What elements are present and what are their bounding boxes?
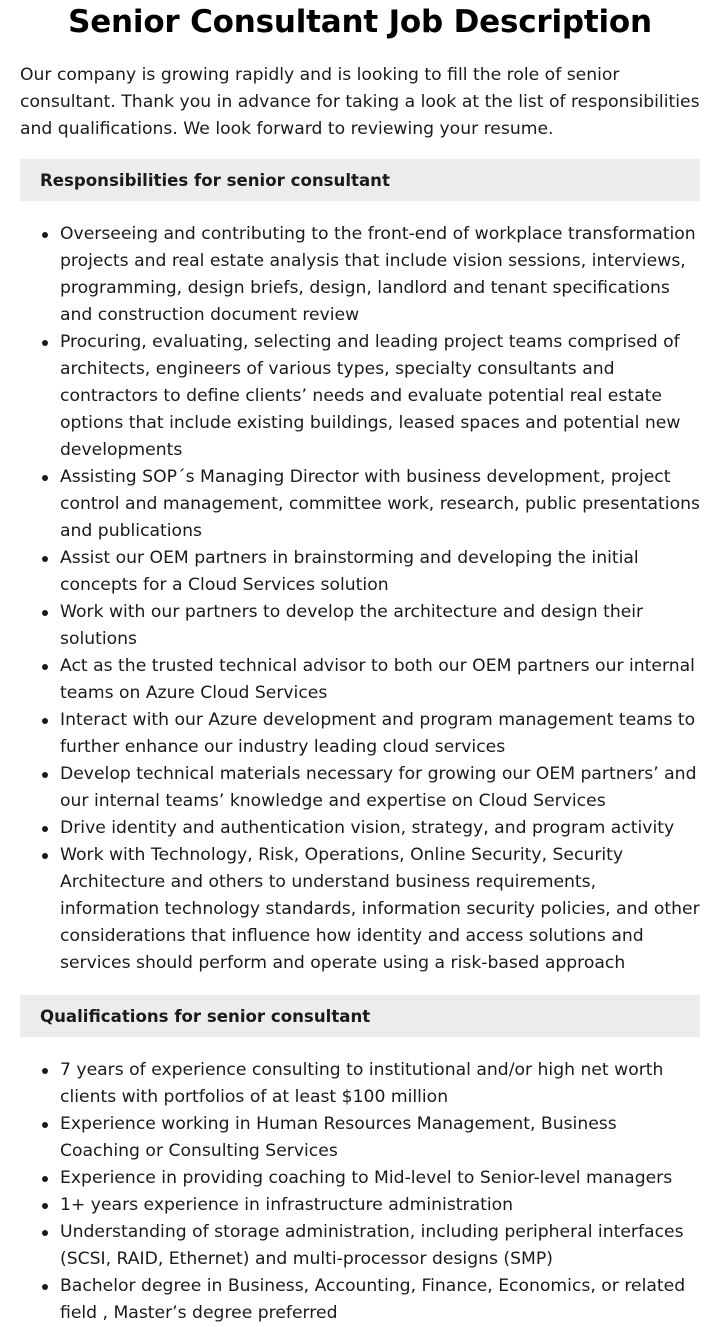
list-item: Assisting SOP´s Managing Director with business development, project control and management, committee work, research, public presentations and publications (20, 464, 700, 545)
bullet-icon (42, 610, 48, 616)
qualifications-heading: Qualifications for senior consultant (20, 995, 700, 1037)
bullet-icon (42, 1068, 48, 1074)
list-item: Drive identity and authentication vision, strategy, and program activity (20, 815, 700, 842)
bullet-icon (42, 556, 48, 562)
list-item: Develop technical materials necessary for growing our OEM partners’ and our internal teams’ knowledge and expertise on Cloud Services (20, 761, 700, 815)
list-item: Interact with our Azure development and program management teams to further enhance our industry leading cloud services (20, 707, 700, 761)
bullet-icon (42, 826, 48, 832)
bullet-icon (42, 1122, 48, 1128)
bullet-icon (42, 718, 48, 724)
list-item: Experience in providing coaching to Mid-level to Senior-level managers (20, 1165, 700, 1192)
list-item: Overseeing and contributing to the front-end of workplace transformation projects and real estate analysis that include vision sessions, interviews, programming, design briefs, design, landlord and tenant specifications and construction document review (20, 221, 700, 329)
responsibilities-list (20, 221, 700, 977)
intro-paragraph: Our company is growing rapidly and is looking to fill the role of senior consultant. Thank you in advance for taking a look at the list of responsibilities and qualifications. We look forward to reviewing your resume. (20, 65, 700, 139)
bullet-icon (42, 1176, 48, 1182)
bullet-icon (42, 475, 48, 481)
bullet-icon (42, 772, 48, 778)
qualifications-list (20, 1057, 700, 1327)
list-item: Procuring, evaluating, selecting and leading project teams comprised of architects, engineers of various types, specialty consultants and contractors to define clients’ needs and evaluate potential real estate options that include existing buildings, leased spaces and potential new developments (20, 329, 700, 464)
bullet-icon (42, 1203, 48, 1209)
bullet-icon (42, 853, 48, 859)
list-item: Understanding of storage administration, including peripheral interfaces (SCSI, RAID, Ethernet) and multi-processor designs (SMP) (20, 1219, 700, 1273)
responsibilities-heading: Responsibilities for senior consultant (20, 159, 700, 201)
bullet-icon (42, 1230, 48, 1236)
list-item: Bachelor degree in Business, Accounting, Finance, Economics, or related field , Master’s degree preferred (20, 1273, 700, 1327)
list-item: Assist our OEM partners in brainstorming and developing the initial concepts for a Cloud Services solution (20, 545, 700, 599)
list-item: Act as the trusted technical advisor to both our OEM partners our internal teams on Azure Cloud Services (20, 653, 700, 707)
list-item: Work with our partners to develop the architecture and design their solutions (20, 599, 700, 653)
list-item: 1+ years experience in infrastructure administration (20, 1192, 700, 1219)
bullet-icon (42, 232, 48, 238)
list-item: Experience working in Human Resources Management, Business Coaching or Consulting Services (20, 1111, 700, 1165)
bullet-icon (42, 340, 48, 346)
list-item: Work with Technology, Risk, Operations, Online Security, Security Architecture and others to understand business requirements, information technology standards, information security policies, and other considerations that influence how identity and access solutions and services should perform and operate using a risk-based approach (20, 842, 700, 977)
bullet-icon (42, 1284, 48, 1290)
list-item: 7 years of experience consulting to institutional and/or high net worth clients with portfolios of at least $100 million (20, 1057, 700, 1111)
bullet-icon (42, 664, 48, 670)
page-title: Senior Consultant Job Description (68, 4, 652, 40)
